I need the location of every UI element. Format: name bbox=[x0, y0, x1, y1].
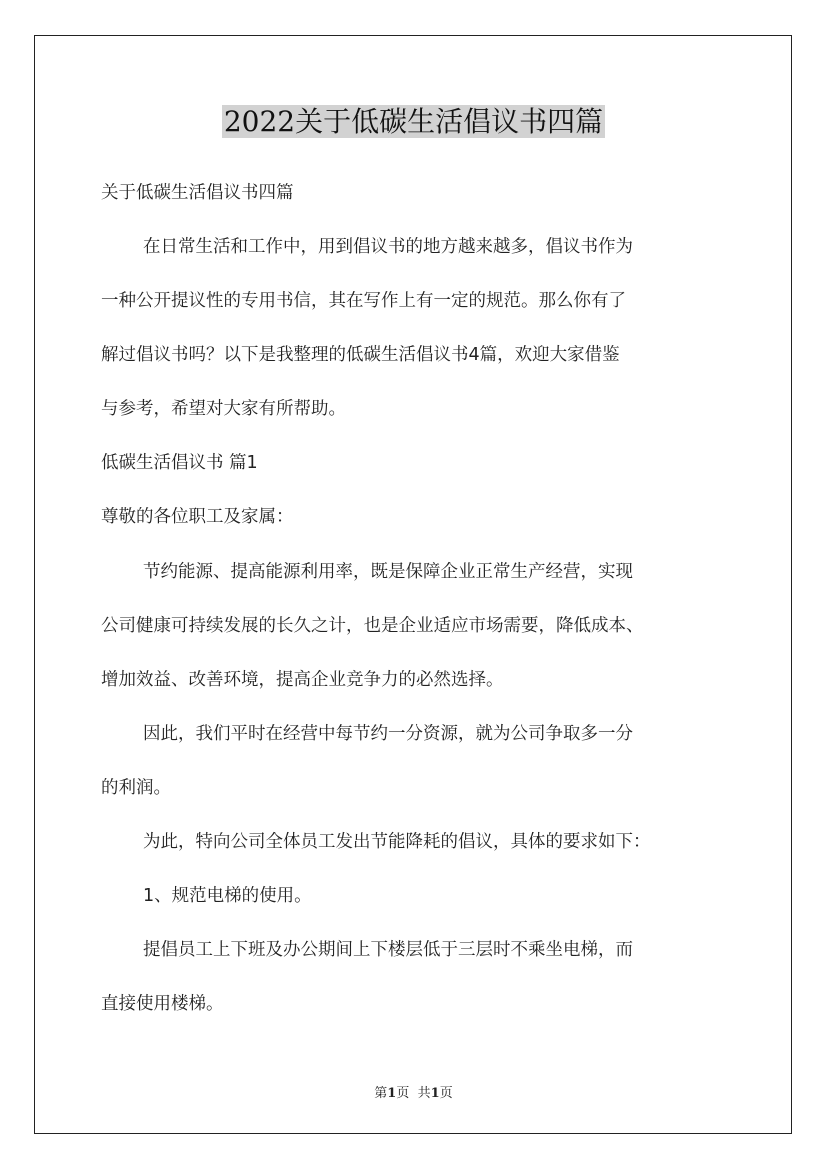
paragraph-line: 直接使用楼梯。 bbox=[101, 994, 224, 1014]
paragraph-line: 因此，我们平时在经营中每节约一分资源，就为公司争取多一分 bbox=[143, 724, 633, 744]
total-suffix: 页 bbox=[439, 1086, 453, 1101]
paragraph-line: 解过倡议书吗？以下是我整理的低碳生活倡议书4篇，欢迎大家借鉴 bbox=[101, 345, 620, 365]
total-pages: 1 bbox=[430, 1086, 440, 1101]
paragraph-line: 提倡员工上下班及办公期间上下楼层低于三层时不乘坐电梯，而 bbox=[143, 940, 633, 960]
doc-subtitle: 关于低碳生活倡议书四篇 bbox=[101, 183, 294, 203]
list-item: 1、规范电梯的使用。 bbox=[143, 886, 312, 906]
document-title: 2022关于低碳生活倡议书四篇 bbox=[223, 105, 604, 138]
page-footer bbox=[0, 1082, 827, 1101]
paragraph-line: 在日常生活和工作中，用到倡议书的地方越来越多，倡议书作为 bbox=[143, 237, 633, 257]
paragraph-line: 公司健康可持续发展的长久之计，也是企业适应市场需要，降低成本、 bbox=[101, 616, 644, 636]
salutation: 尊敬的各位职工及家属： bbox=[101, 507, 294, 527]
paragraph-line: 与参考，希望对大家有所帮助。 bbox=[101, 399, 346, 419]
total-prefix: 共 bbox=[417, 1086, 431, 1101]
paragraph-line: 一种公开提议性的专用书信，其在写作上有一定的规范。那么你有了 bbox=[101, 291, 626, 311]
section-heading: 低碳生活倡议书 篇1 bbox=[101, 453, 258, 473]
paragraph-line: 的利润。 bbox=[101, 778, 171, 798]
paragraph-line: 为此，特向公司全体员工发出节能降耗的倡议，具体的要求如下： bbox=[143, 832, 651, 852]
page-number: 1 bbox=[387, 1086, 397, 1101]
paragraph-line: 节约能源、提高能源利用率，既是保障企业正常生产经营，实现 bbox=[143, 562, 633, 582]
page-suffix: 页 bbox=[396, 1086, 410, 1101]
page-prefix: 第 bbox=[374, 1086, 388, 1101]
paragraph-line: 增加效益、改善环境，提高企业竞争力的必然选择。 bbox=[101, 670, 504, 690]
